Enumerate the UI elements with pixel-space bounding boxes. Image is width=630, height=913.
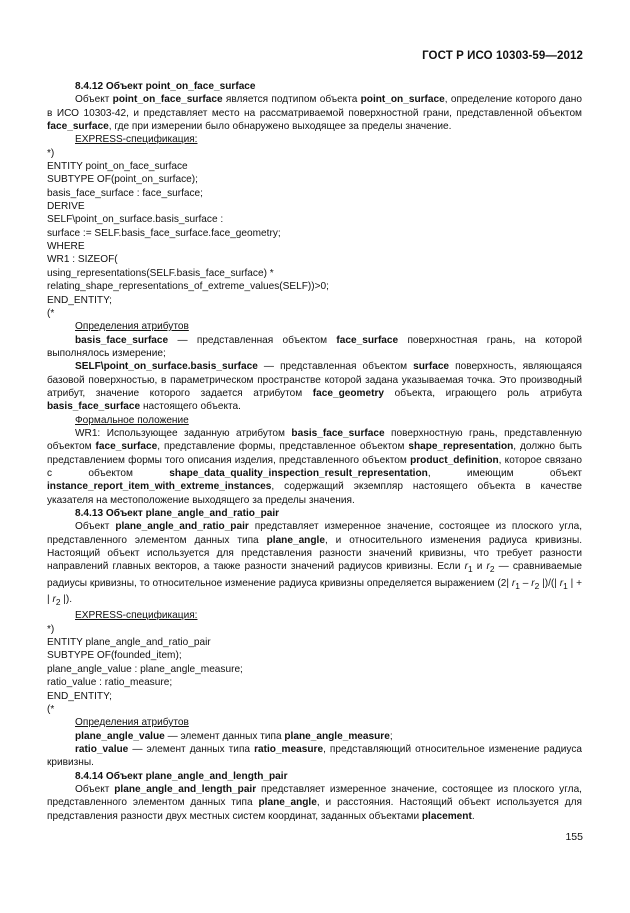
code-line: END_ENTITY;: [47, 294, 112, 306]
formal-proposition: WR1: Использующее заданную атрибутом basis_face_surface поверхностную грань, представленную объектом face_surface, представление формы, представленное объектом shape_representation, должно быть представлением формы того описания изделия, представленного объектом product_definition, которое связано с объектом shape_data_quality_inspection_result_representation, имеющим объект instance_report_item_with_extreme_instances, содержащий экземпляр настоящего объекта в качестве указателя на местоположение выходящего за пределы значения.: [47, 427, 582, 506]
attributes-label: Определения атрибутов: [75, 717, 189, 729]
code-line: SUBTYPE OF(point_on_surface);: [47, 174, 198, 186]
bold-term: plane_angle_measure: [284, 730, 390, 742]
math-variable: r: [531, 577, 535, 589]
attribute-definition: basis_face_surface — представленная объектом face_surface поверхностная грань, на которой выполнялось измерение;: [47, 334, 582, 359]
attributes-label: Определения атрибутов: [75, 321, 189, 333]
code-line: basis_face_surface : face_surface;: [47, 187, 203, 199]
bold-term: basis_face_surface: [291, 427, 385, 439]
bold-term: face_surface: [95, 441, 158, 453]
math-variable: r: [511, 577, 516, 589]
bold-term: shape_data_quality_inspection_result_representation: [169, 467, 428, 479]
subscript: 1: [467, 564, 473, 575]
code-line: ENTITY point_on_face_surface: [47, 161, 188, 173]
code-line: surface := SELF.basis_face_surface.face_geometry;: [47, 227, 281, 239]
subscript: 2: [489, 564, 495, 575]
bold-term: instance_report_item_with_extreme_instances: [47, 481, 272, 493]
code-line: *): [47, 147, 55, 159]
code-line: WHERE: [47, 241, 85, 253]
bold-term: ratio_measure: [254, 743, 324, 755]
bold-term: ratio_value: [75, 743, 129, 755]
code-line: DERIVE: [47, 201, 85, 213]
document-body: [47, 80, 582, 823]
bold-term: face_surface: [47, 121, 109, 133]
bold-term: basis_face_surface: [75, 334, 169, 346]
attribute-definition: SELF\point_on_surface.basis_surface — представленная объектом surface поверхность, являющаяся базовой поверхностью, в параметрическом пространстве которой задана указываемая точка. Это производный атрибут, значение которого задается атрибутом face_geometry объекта, играющего роль атрибута basis_face_surface настоящего объекта.: [47, 361, 582, 413]
code-line: WR1 : SIZEOF(: [47, 254, 118, 266]
section-paragraph: Объект point_on_face_surface является подтипом объекта point_on_surface, определение которого дано в ИСО 10303-42, и представляет место на рассматриваемой поверхностной грани, представленной объектом face_surface, где при измерении было обнаружено выходящее за пределы значение.: [47, 94, 582, 133]
bold-term: plane_angle_and_ratio_pair: [115, 521, 249, 533]
code-line: SUBTYPE OF(founded_item);: [47, 650, 182, 662]
section-paragraph: Объект plane_angle_and_length_pair представляет измеренное значение, состоящее из плоского угла, представленного элементом данных типа plane_angle, и расстояния. Настоящий объект используется для представления разности двух местных систем координат, заданных объектами placement.: [47, 783, 582, 822]
code-line: (*: [47, 703, 55, 715]
subscript: 1: [563, 580, 568, 591]
subscript: 2: [534, 580, 540, 591]
bold-term: plane_angle: [258, 797, 317, 809]
bold-term: face_surface: [336, 334, 399, 346]
section-heading: 8.4.14 Объект plane_angle_and_length_pair: [75, 770, 288, 782]
code-line: END_ENTITY;: [47, 690, 112, 702]
bold-term: plane_angle_and_length_pair: [114, 783, 257, 795]
code-line: relating_shape_representations_of_extreme_values(SELF))>0;: [47, 281, 329, 293]
bold-term: SELF\point_on_surface.basis_surface: [75, 361, 258, 373]
math-variable: r: [52, 594, 56, 606]
bold-term: shape_representation: [408, 441, 514, 453]
attribute-definition: ratio_value — элемент данных типа ratio_measure, представляющий относительное изменение радиуса кривизны.: [47, 743, 583, 769]
bold-term: face_geometry: [312, 387, 385, 399]
bold-term: placement: [421, 810, 472, 822]
section-heading: 8.4.12 Объект point_on_face_surface: [75, 81, 256, 92]
express-code-block: [47, 623, 582, 716]
code-line: using_representations(SELF.basis_face_surface) *: [47, 267, 274, 279]
bold-term: plane_angle_value: [75, 730, 165, 742]
express-spec-label: EXPRESS-спецификация:: [75, 134, 198, 146]
bold-term: point_on_surface: [360, 94, 445, 106]
code-line: ENTITY plane_angle_and_ratio_pair: [47, 637, 211, 649]
section-paragraph: Объект plane_angle_and_ratio_pair представляет измеренное значение, состоящее из плоского угла, представленного элементом данных типа plane_angle, и относительного изменения радиуса кривизны. Настоящий объект используется для представления разности значений кривизны, что требует разности направлений главных векторов, а также разности значений радиусов кривизны. Если $r_1$ и $r_2$ — сравниваемые радиусы кривизны, то относительное изменение радиуса кривизны определяется выражением (2| $r_1 - r_2$ |)/(| $r_1$ | + | $r_2$ |).: [47, 521, 583, 608]
attribute-definition: plane_angle_value — элемент данных типа plane_angle_measure;: [75, 730, 393, 742]
section-heading: 8.4.13 Объект plane_angle_and_ratio_pair: [75, 508, 280, 519]
formal-label: Формальное положение: [75, 414, 189, 426]
subscript: 1: [515, 580, 520, 591]
bold-term: point_on_face_surface: [112, 94, 223, 106]
standard-header: ГОСТ Р ИСО 10303-59—2012: [422, 50, 583, 62]
math-variable: r: [559, 577, 564, 589]
bold-term: product_definition: [410, 454, 499, 466]
code-line: *): [47, 623, 55, 635]
math-variable: r: [486, 561, 490, 573]
express-spec-label: EXPRESS-спецификация:: [75, 610, 198, 622]
express-code-block: [47, 147, 582, 320]
bold-term: basis_face_surface: [47, 401, 141, 413]
math-variable: r: [464, 561, 468, 573]
code-line: plane_angle_value : plane_angle_measure;: [47, 663, 243, 675]
bold-term: surface: [413, 361, 450, 373]
page-number: 155: [565, 831, 583, 843]
code-line: ratio_value : ratio_measure;: [47, 677, 173, 689]
subscript: 2: [55, 597, 61, 608]
bold-term: plane_angle: [266, 534, 325, 546]
code-line: (*: [47, 307, 55, 319]
code-line: SELF\point_on_surface.basis_surface :: [47, 214, 224, 226]
